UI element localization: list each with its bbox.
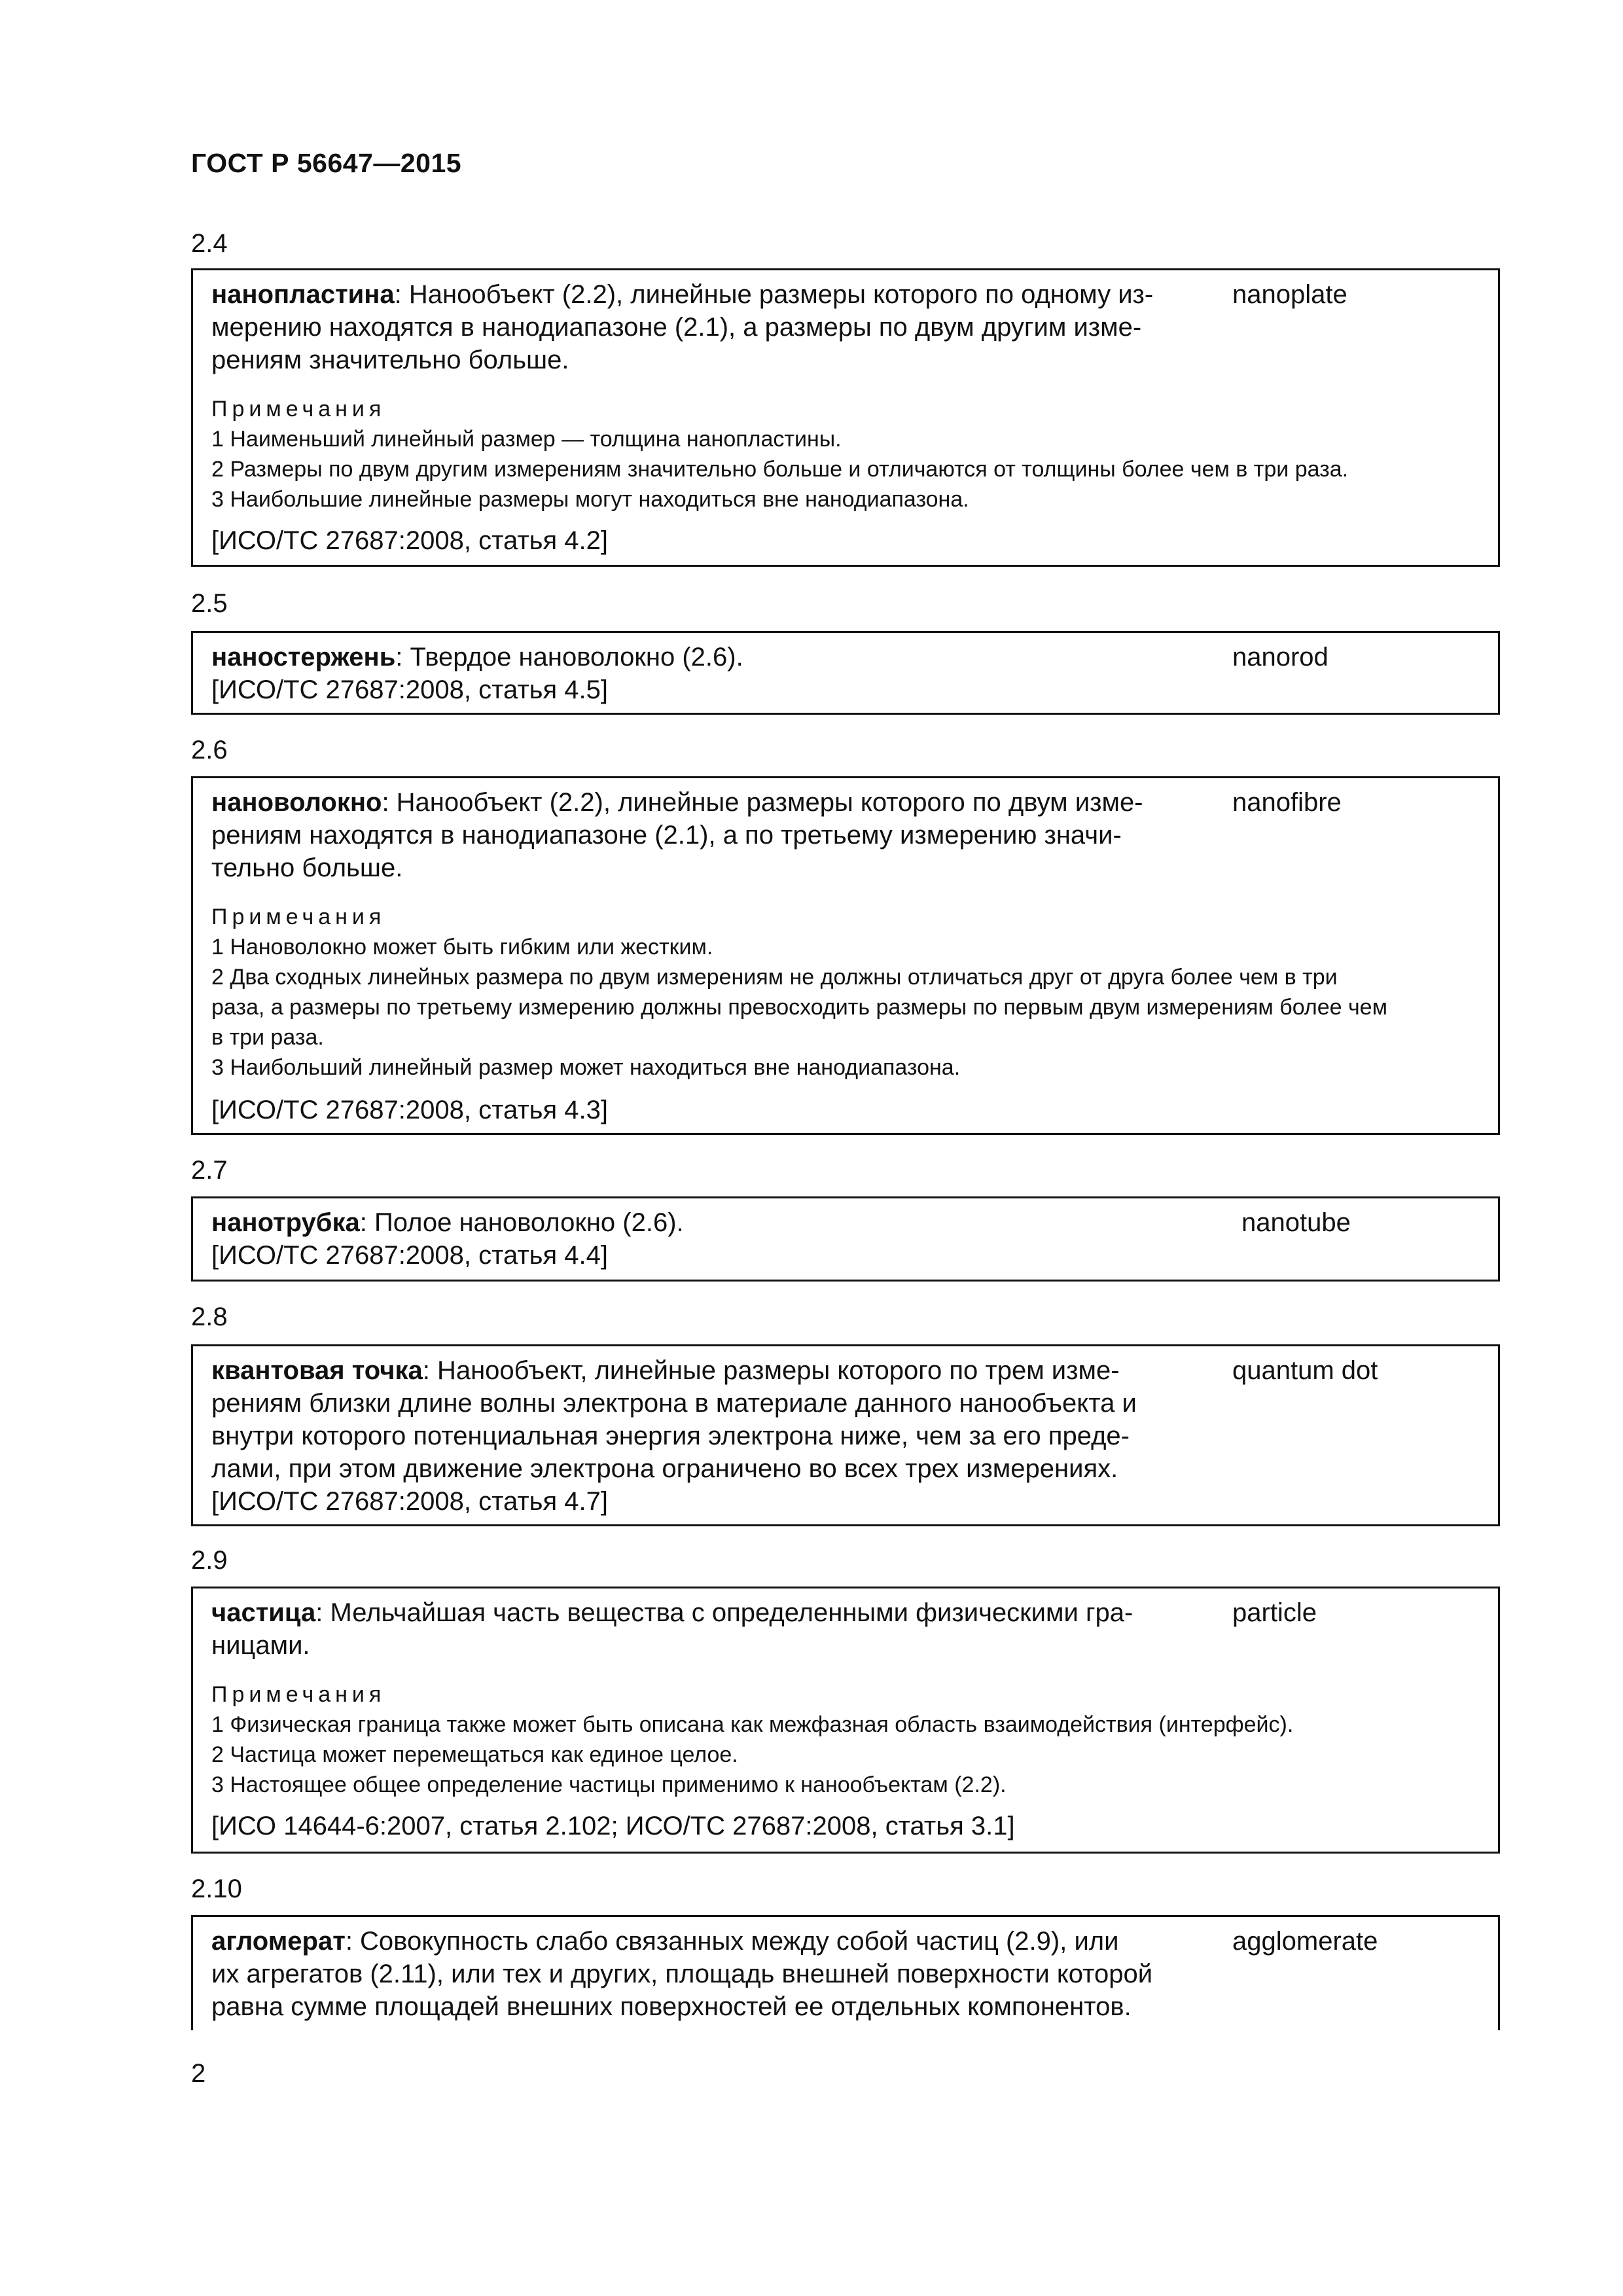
- definition-line: внутри которого потенциальная энергия электрона ниже, чем за его преде-: [211, 1422, 1130, 1450]
- entry-box-agglomerate: [191, 1915, 1500, 2030]
- standard-header: ГОСТ Р 56647—2015: [191, 148, 462, 178]
- source-reference: [ИСО/ТС 27687:2008, статья 4.7]: [211, 1487, 608, 1516]
- notes-heading: Примечания: [211, 905, 386, 929]
- entry-number-2-6: 2.6: [191, 736, 228, 764]
- definition-line: мерению находятся в нанодиапазоне (2.1), а размеры по двум другим изме-: [211, 313, 1142, 342]
- source-reference: [ИСО/ТС 27687:2008, статья 4.5]: [211, 675, 608, 704]
- note: 1 Наименьший линейный размер — толщина нанопластины.: [211, 427, 842, 452]
- english-term: nanorod: [1232, 643, 1329, 672]
- entry-number-2-7: 2.7: [191, 1156, 228, 1185]
- term: частица: [211, 1598, 316, 1627]
- source-reference: [ИСО 14644-6:2007, статья 2.102; ИСО/ТС 27687:2008, статья 3.1]: [211, 1812, 1015, 1840]
- definition-line: нановолокно: Нанообъект (2.2), линейные размеры которого по двум изме-: [211, 788, 1143, 817]
- note: 3 Наибольшие линейные размеры могут находиться вне нанодиапазона.: [211, 487, 969, 512]
- notes-heading: Примечания: [211, 1682, 386, 1707]
- note: в три раза.: [211, 1025, 324, 1050]
- term: нанотрубка: [211, 1208, 360, 1237]
- english-term: quantum dot: [1232, 1356, 1378, 1385]
- note: 1 Физическая граница также может быть описана как межфазная область взаимодействия (интерфейс).: [211, 1712, 1294, 1737]
- entry-box-nanorod: [191, 631, 1500, 715]
- term: нановолокно: [211, 788, 382, 817]
- note: 2 Два сходных линейных размера по двум измерениям не должны отличаться друг от друга более чем в три: [211, 965, 1338, 990]
- term: нанопластина: [211, 280, 395, 309]
- source-reference: [ИСО/ТС 27687:2008, статья 4.3]: [211, 1096, 608, 1124]
- term: квантовая точка: [211, 1356, 423, 1385]
- definition-line: ницами.: [211, 1631, 310, 1660]
- definition-line: тельно больше.: [211, 853, 403, 882]
- entry-number-2-8: 2.8: [191, 1302, 228, 1331]
- page-number: 2: [191, 2059, 206, 2088]
- note: 1 Нановолокно может быть гибким или жестким.: [211, 935, 713, 960]
- entry-number-2-10: 2.10: [191, 1874, 242, 1903]
- source-reference: [ИСО/ТС 27687:2008, статья 4.2]: [211, 526, 608, 555]
- note: 2 Частица может перемещаться как единое целое.: [211, 1742, 738, 1767]
- source-reference: [ИСО/ТС 27687:2008, статья 4.4]: [211, 1241, 608, 1270]
- term: наностержень: [211, 643, 396, 672]
- notes-heading: Примечания: [211, 397, 386, 422]
- definition-line: лами, при этом движение электрона ограничено во всех трех измерениях.: [211, 1454, 1118, 1483]
- note: 3 Наибольший линейный размер может находиться вне нанодиапазона.: [211, 1055, 961, 1080]
- definition-line: рениям значительно больше.: [211, 346, 569, 374]
- entry-box-nanotube: [191, 1196, 1500, 1282]
- entry-box-nanoplate: [191, 268, 1500, 567]
- note: раза, а размеры по третьему измерению должны превосходить размеры по первым двум измерениям более чем: [211, 995, 1387, 1020]
- english-term: nanofibre: [1232, 788, 1342, 817]
- definition-line: равна сумме площадей внешних поверхностей ее отдельных компонентов.: [211, 1992, 1132, 2021]
- english-term: nanoplate: [1232, 280, 1347, 309]
- note: 3 Настоящее общее определение частицы применимо к нанообъектам (2.2).: [211, 1772, 1007, 1797]
- definition-line: рениям находятся в нанодиапазоне (2.1), а по третьему измерению значи-: [211, 821, 1122, 850]
- english-term: agglomerate: [1232, 1927, 1378, 1956]
- definition-line: рениям близки длине волны электрона в материале данного нанообъекта и: [211, 1389, 1137, 1418]
- note: 2 Размеры по двум другим измерениям значительно больше и отличаются от толщины более чем в три раза.: [211, 457, 1349, 482]
- entry-number-2-4: 2.4: [191, 229, 228, 258]
- entry-number-2-9: 2.9: [191, 1546, 228, 1575]
- entry-box-particle: [191, 1587, 1500, 1854]
- definition-line: частица: Мельчайшая часть вещества с определенными физическими гра-: [211, 1598, 1133, 1627]
- english-term: particle: [1232, 1598, 1317, 1627]
- definition-line: нанотрубка: Полое нановолокно (2.6).: [211, 1208, 684, 1237]
- definition-line: их агрегатов (2.11), или тех и других, площадь внешней поверхности которой: [211, 1960, 1153, 1988]
- definition-line: квантовая точка: Нанообъект, линейные размеры которого по трем изме-: [211, 1356, 1120, 1385]
- entry-number-2-5: 2.5: [191, 589, 228, 618]
- entry-box-nanofibre: [191, 776, 1500, 1135]
- definition-line: наностержень: Твердое нановолокно (2.6).: [211, 643, 743, 672]
- english-term: nanotube: [1241, 1208, 1351, 1237]
- term: агломерат: [211, 1927, 346, 1956]
- entry-box-quantum-dot: [191, 1344, 1500, 1526]
- definition-line: агломерат: Совокупность слабо связанных между собой частиц (2.9), или: [211, 1927, 1119, 1956]
- definition-line: нанопластина: Нанообъект (2.2), линейные размеры которого по одному из-: [211, 280, 1154, 309]
